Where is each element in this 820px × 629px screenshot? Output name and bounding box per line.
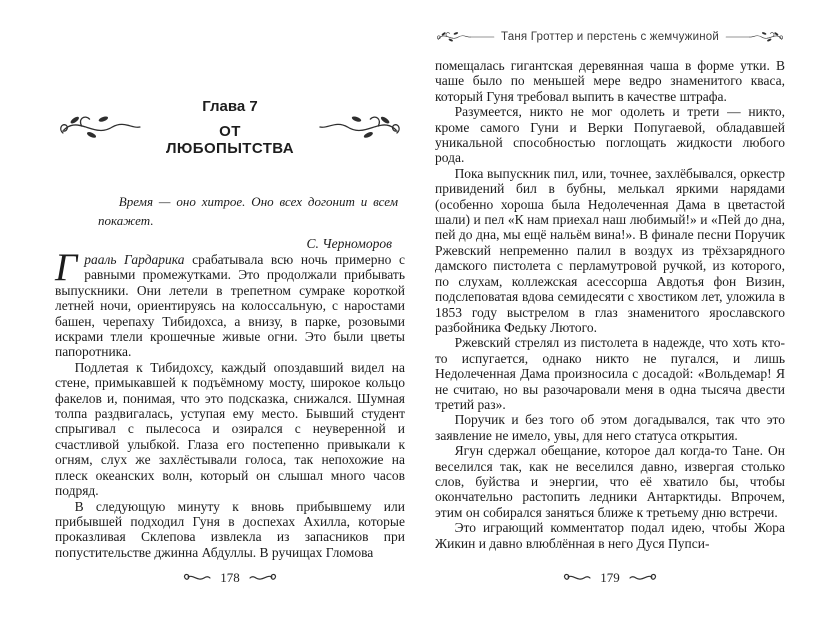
- chapter-number: Глава 7: [202, 98, 258, 115]
- right-page-body: [435, 58, 785, 551]
- body-paragraph: Подлетая к Тибидохсу, каждый опоздавший видел на стене, примыкавшей к подъёмному мосту, широкое кольцо факелов и, понимая, что это подсказка, снижался. Шумная толпа раздвигалась, уступая ему место. Бывший студент спрыгивал с пылесоса и озирался с неуверенной и счастливой улыбкой. Глаза его постепенно привыкали к огням, слух же захлёстывали голоса, так непохожие на плеск океанских волн, который он слышал много часов подряд.: [55, 359, 405, 499]
- body-paragraph: В следующую минуту к вновь прибывшему или прибывшей подходил Гуня в доспехах Ахилла, которые проказливая Склепова извлекла из запасников при попустительстве джинна Абдуллы. В ручищах Гломова: [55, 498, 405, 560]
- epigraph-author: С. Черноморов: [306, 236, 392, 251]
- vine-flourish-icon: [435, 24, 495, 50]
- drop-cap: Г: [55, 246, 78, 289]
- body-paragraph: помещалась гигантская деревянная чаша в форме утки. В чаше было по меньшей мере ведро знаменитого кваса, который Гуня требовал выпить в качестве штрафа.: [435, 58, 785, 104]
- chapter-heading-block: [55, 98, 405, 157]
- vine-flourish-icon: [318, 111, 405, 145]
- running-head: [435, 22, 785, 52]
- body-paragraph: [55, 246, 405, 360]
- body-paragraph: Разумеется, никто не мог одолеть и трети — никто, кроме самого Гуни и Верки Попугаевой, обладавшей уникальной способностью поглощать жидкости любого рода.: [435, 104, 785, 166]
- page-number: 178: [220, 570, 240, 585]
- chapter-title: ОТ ЛЮБОПЫТСТВА: [165, 123, 294, 157]
- folio-swirl-icon: [629, 572, 659, 584]
- running-title: Таня Гроттер и перстень с жемчужиной: [501, 31, 719, 43]
- lead-italic-phrase: рааль Гардарика: [84, 252, 185, 267]
- chapter-titles: [154, 98, 306, 157]
- body-paragraph: Поручик и без того об этом догадывался, так что это заявление не имело, увы, для него статуса открытия.: [435, 412, 785, 443]
- folio-swirl-icon: [249, 572, 279, 584]
- body-paragraph: Это играющий комментатор подал идею, чтобы Жора Жикин и давно влюблённая в него Дуся Пупси-: [435, 520, 785, 551]
- body-paragraph: Пока выпускник пил, или, точнее, захлёбывался, оркестр привидений бил в бубны, мелькал яркими нарядами (особенно хороша была Недолеченная Дама в цветастой шали) и пел «К нам приехал наш любимый!» и «Пей до дна, пей до дна, мы ещё нальём вина!». В финале песни Поручик Ржевский непременно палил в воздух из трёхзарядного дамского пистолета с перламутровой ручкой, из которого, по слухам, коллежская асессорша Авдотья фон Визин, подслеповатая вдова семидесяти с хвостиком лет, уложила в 1853 году выстрелом в глаз знаменитого ярославского разбойника Федьку Лютого.: [435, 165, 785, 335]
- folio-swirl-icon: [181, 572, 211, 584]
- paragraph-text: срабатывала всю ночь примерно с равными промежутками. Это продолжали прибывать выпускники. Они летели в трепетном сумраке короткой летней ночи, ориентируясь на колоссальную, с наростами башен, черепаху Тибидохса, а внизу, в парке, розовыми искрами тлели крошечные живые огни. Это были цветы папоротника.: [55, 252, 405, 360]
- left-page-body: [55, 246, 405, 560]
- vine-flourish-icon: [55, 111, 142, 145]
- right-page-folio: [435, 570, 785, 586]
- page-number: 179: [600, 570, 620, 585]
- folio-swirl-icon: [561, 572, 591, 584]
- epigraph-text: Время — оно хитрое. Оно всех догонит и всем покажет.: [98, 194, 398, 228]
- vine-flourish-icon: [725, 24, 785, 50]
- body-paragraph: Ягун сдержал обещание, которое дал когда-то Тане. Он веселился так, как не веселился давно, извергая столько слов, буйства и энергии, что её хватило бы, чтобы окончательно растопить ледники Антарктиды. Впрочем, этим он собирался заняться ближе к третьему дню встречи.: [435, 443, 785, 520]
- body-paragraph: Ржевский стрелял из пистолета в надежде, что хоть кто-то испугается, однако никто не пугался, и лишь Недолеченная Дама произносила с досадой: «Вольдемар! Я не считаю, но вы разочаровали меня в одна тысяча двести третий раз».: [435, 335, 785, 412]
- left-page-folio: [55, 570, 405, 586]
